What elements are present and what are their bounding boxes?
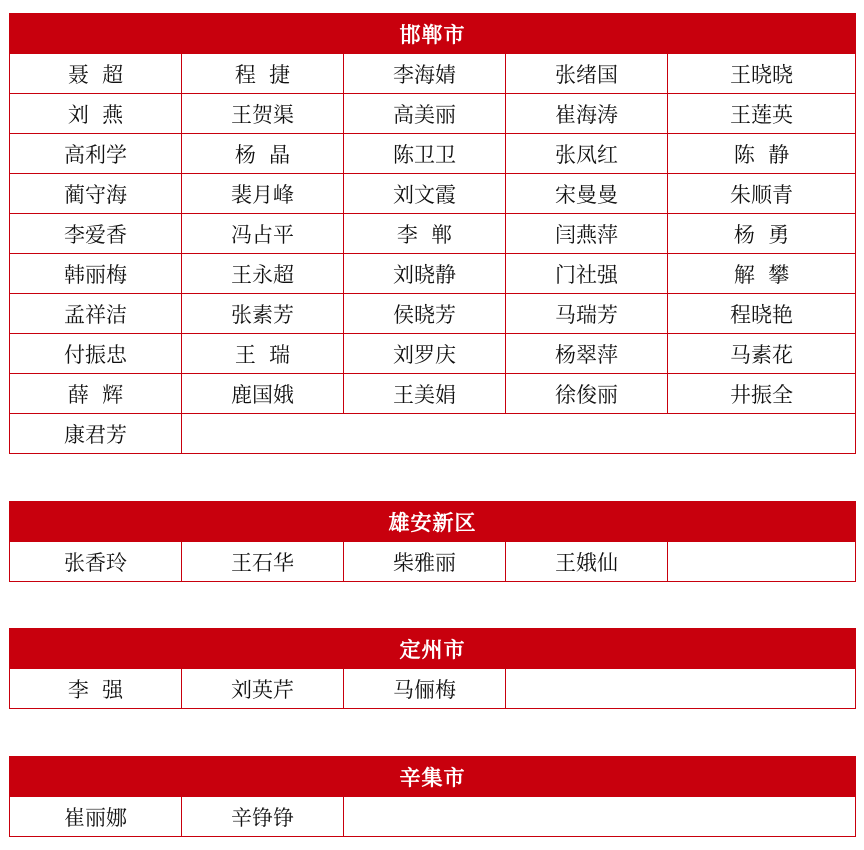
name-cell: 刘罗庆 — [344, 334, 506, 374]
table-row — [10, 134, 856, 174]
name-cell: 韩丽梅 — [10, 254, 182, 294]
table-row — [10, 54, 856, 94]
name-cell: 刘文霞 — [344, 174, 506, 214]
name-cell: 李 郸 — [344, 214, 506, 254]
name-cell: 鹿国娥 — [182, 374, 344, 414]
table-row — [10, 414, 856, 454]
name-cell: 孟祥洁 — [10, 294, 182, 334]
table-row — [10, 669, 856, 709]
name-cell: 聂 超 — [10, 54, 182, 94]
name-cell: 张香玲 — [10, 542, 182, 582]
name-cell: 王 瑞 — [182, 334, 344, 374]
name-cell: 付振忠 — [10, 334, 182, 374]
name-cell: 刘 燕 — [10, 94, 182, 134]
table-title: 邯郸市 — [10, 14, 856, 54]
name-cell: 王石华 — [182, 542, 344, 582]
name-cell: 王贺渠 — [182, 94, 344, 134]
name-cell: 杨翠萍 — [506, 334, 668, 374]
name-cell: 冯占平 — [182, 214, 344, 254]
name-cell: 朱顺青 — [668, 174, 856, 214]
name-cell: 刘英芹 — [182, 669, 344, 709]
name-cell: 李爱香 — [10, 214, 182, 254]
name-cell: 王莲英 — [668, 94, 856, 134]
name-cell: 解 攀 — [668, 254, 856, 294]
name-cell: 杨 勇 — [668, 214, 856, 254]
name-cell: 王美娟 — [344, 374, 506, 414]
name-cell: 宋曼曼 — [506, 174, 668, 214]
table-row — [10, 374, 856, 414]
name-cell: 王永超 — [182, 254, 344, 294]
empty-cell — [182, 414, 856, 454]
name-cell: 康君芳 — [10, 414, 182, 454]
name-cell: 刘晓静 — [344, 254, 506, 294]
name-cell: 李海婧 — [344, 54, 506, 94]
name-cell: 程 捷 — [182, 54, 344, 94]
handan-name-table — [9, 13, 856, 454]
name-cell: 程晓艳 — [668, 294, 856, 334]
table-row — [10, 294, 856, 334]
empty-cell — [344, 797, 856, 837]
name-cell: 马俪梅 — [344, 669, 506, 709]
name-cell: 马素花 — [668, 334, 856, 374]
name-cell: 蔺守海 — [10, 174, 182, 214]
name-cell: 侯晓芳 — [344, 294, 506, 334]
name-cell: 薛 辉 — [10, 374, 182, 414]
xinji-name-table — [9, 756, 856, 837]
name-cell: 李 强 — [10, 669, 182, 709]
name-cell: 闫燕萍 — [506, 214, 668, 254]
table-title: 定州市 — [10, 629, 856, 669]
empty-cell — [668, 542, 856, 582]
dingzhou-name-table — [9, 628, 856, 709]
xiongan-name-table — [9, 501, 856, 582]
name-cell: 高美丽 — [344, 94, 506, 134]
name-cell: 王娥仙 — [506, 542, 668, 582]
name-cell: 裴月峰 — [182, 174, 344, 214]
table-row — [10, 254, 856, 294]
empty-cell — [506, 669, 856, 709]
table-title: 雄安新区 — [10, 502, 856, 542]
name-cell: 井振全 — [668, 374, 856, 414]
name-cell: 辛铮铮 — [182, 797, 344, 837]
name-cell: 张绪国 — [506, 54, 668, 94]
table-row — [10, 797, 856, 837]
name-cell: 杨 晶 — [182, 134, 344, 174]
name-cell: 徐俊丽 — [506, 374, 668, 414]
name-cell: 马瑞芳 — [506, 294, 668, 334]
table-title: 辛集市 — [10, 757, 856, 797]
name-cell: 张凤红 — [506, 134, 668, 174]
table-row — [10, 214, 856, 254]
name-cell: 陈 静 — [668, 134, 856, 174]
table-row — [10, 94, 856, 134]
table-row — [10, 334, 856, 374]
name-cell: 柴雅丽 — [344, 542, 506, 582]
table-row — [10, 542, 856, 582]
table-row — [10, 174, 856, 214]
name-cell: 门社强 — [506, 254, 668, 294]
name-cell: 王晓晓 — [668, 54, 856, 94]
name-cell: 崔海涛 — [506, 94, 668, 134]
name-cell: 高利学 — [10, 134, 182, 174]
name-cell: 张素芳 — [182, 294, 344, 334]
name-cell: 陈卫卫 — [344, 134, 506, 174]
name-cell: 崔丽娜 — [10, 797, 182, 837]
